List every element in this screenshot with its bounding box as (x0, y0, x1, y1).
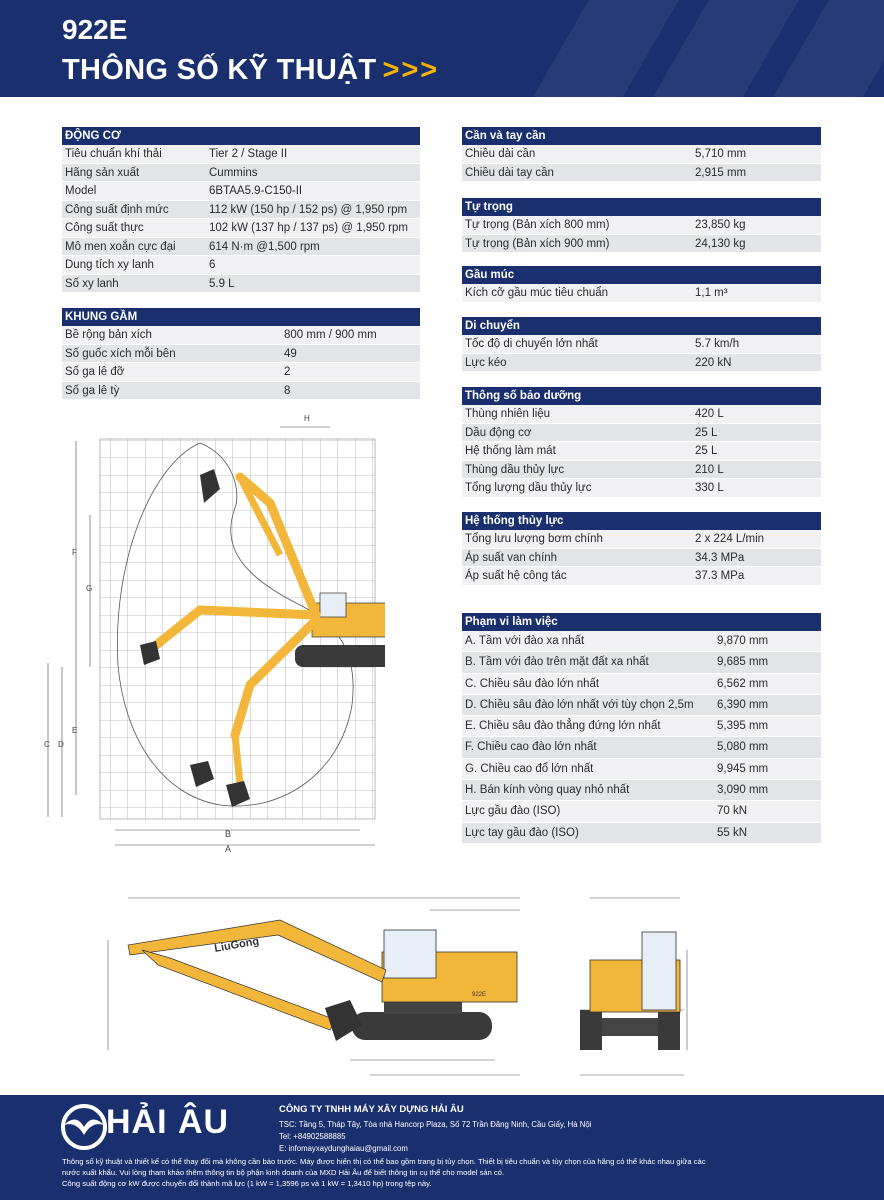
spec-label: Lực gầu đào (ISO) (465, 805, 561, 818)
excavator-side-view (100, 890, 525, 1085)
spec-label: Công suất định mức (65, 203, 169, 216)
spec-value: 55 kN (717, 826, 748, 839)
spec-value: 37.3 MPa (695, 570, 745, 582)
spec-label: Model (65, 185, 97, 197)
working-range-row (462, 716, 821, 737)
hydraulic-title: Hệ thống thủy lực (462, 512, 821, 530)
spec-label: Hệ thống làm mát (465, 445, 556, 457)
cab (320, 593, 346, 617)
undercarriage-row (62, 326, 420, 345)
spec-value: Cummins (209, 166, 258, 179)
spec-label: A. Tầm với đào xa nhất (465, 635, 585, 647)
spec-label: Áp suất hệ công tác (465, 570, 567, 582)
engine-row (62, 164, 420, 183)
spec-value: 6 (209, 259, 216, 271)
engine-title: ĐỘNG CƠ (62, 127, 420, 145)
spec-value: 800 mm / 900 mm (284, 329, 377, 341)
spec-label: Chiều dài cần (465, 148, 536, 160)
spec-label: Tiêu chuẩn khí thải (65, 148, 162, 160)
working-range-diagram (40, 405, 385, 865)
undercarriage-table (62, 308, 420, 400)
spec-label: D. Chiều sâu đào lớn nhất với tùy chọn 2,5m (465, 698, 694, 711)
working-range-row (462, 823, 821, 844)
working-range-row (462, 652, 821, 673)
dim-label-e: E (72, 726, 78, 735)
spec-label: Dầu động cơ (465, 426, 532, 439)
spec-value: 210 L (695, 463, 724, 476)
engine-row (62, 219, 420, 238)
engine-row (62, 256, 420, 275)
spec-label: Lực kéo (465, 356, 507, 369)
engine-table (62, 127, 420, 293)
spec-value: 2,915 mm (695, 166, 747, 179)
spec-label: Thùng nhiên liệu (465, 408, 551, 420)
spec-label: Số guốc xích mỗi bên (65, 347, 176, 360)
engine-row (62, 201, 420, 220)
front-track-left (580, 1010, 602, 1050)
spec-label: H. Bán kính vòng quay nhỏ nhất (465, 784, 630, 797)
model-decal: 922E (472, 992, 487, 998)
service-row (462, 479, 821, 498)
travel-row (462, 335, 821, 354)
company-phone: Tel: +84902588885 (279, 1132, 346, 1141)
front-undercarriage (602, 1018, 658, 1036)
disclaimer-line-2: nước xuất khẩu. Vui lòng tham khảo thêm thông tin bộ phận kinh doanh của MXD Hải Âu để biết thông tin cụ thể cho model sản có. (62, 1168, 505, 1177)
spec-value: 24,130 kg (695, 237, 746, 250)
spec-value: 330 L (695, 482, 724, 494)
spec-value: 5,710 mm (695, 148, 747, 160)
spec-value: 5.7 km/h (695, 338, 740, 350)
spec-label: Số ga lê tỳ (65, 384, 120, 397)
spec-label: Thùng dầu thủy lực (465, 463, 565, 476)
spec-value: 34.3 MPa (695, 551, 745, 564)
excavator-front-view (572, 890, 692, 1085)
spec-label: Tự trọng (Bản xích 800 mm) (465, 219, 610, 231)
travel-row (462, 354, 821, 373)
spec-value: 112 kW (150 hp / 152 ps) @ 1,950 rpm (209, 203, 408, 216)
dim-label-d: D (58, 740, 64, 749)
spec-value: 5.9 L (209, 277, 235, 290)
spec-value: 420 L (695, 408, 724, 420)
track (295, 645, 385, 667)
undercarriage-row (62, 382, 420, 401)
hydraulic-row (462, 549, 821, 568)
travel-title: Di chuyển (462, 317, 821, 335)
working-range-row (462, 801, 821, 822)
boom-row (462, 145, 821, 164)
side-arm (142, 950, 336, 1030)
spec-label: Áp suất van chính (465, 551, 558, 564)
service-row (462, 405, 821, 424)
engine-row (62, 275, 420, 294)
spec-value: 9,685 mm (717, 656, 769, 669)
working-range-row (462, 695, 821, 716)
bucket-row (462, 284, 821, 303)
spec-value: 70 kN (717, 805, 748, 818)
hydraulic-row (462, 567, 821, 586)
brand-decal: LiuGong (213, 935, 261, 955)
engine-row (62, 145, 420, 164)
spec-label: Chiều dài tay cần (465, 166, 554, 179)
spec-label: Dung tích xy lanh (65, 259, 154, 271)
bucket-title: Gầu múc (462, 266, 821, 284)
side-undercarriage (384, 1002, 462, 1014)
page-footer (0, 1095, 884, 1200)
spec-label: Số ga lê đỡ (65, 366, 125, 378)
working-range-row (462, 737, 821, 758)
spec-value: Tier 2 / Stage II (209, 148, 288, 160)
company-email: E: infomayxaydunghaiau@gmail.com (279, 1144, 408, 1153)
spec-value: 6BTAA5.9-C150-II (209, 185, 303, 197)
working-range-title: Phạm vi làm việc (462, 613, 821, 631)
front-cab (642, 932, 676, 1010)
working-range-row (462, 631, 821, 652)
spec-label: C. Chiều sâu đào lớn nhất (465, 677, 600, 690)
spec-value: 3,090 mm (717, 784, 769, 797)
seagull-logo-icon (60, 1101, 108, 1155)
spec-label: G. Chiều cao đổ lớn nhất (465, 762, 594, 775)
spec-value: 9,870 mm (717, 635, 769, 647)
side-track (352, 1012, 492, 1040)
spec-label: Kích cỡ gầu múc tiêu chuẩn (465, 287, 609, 299)
working-range-table (462, 613, 821, 844)
working-range-row (462, 674, 821, 695)
side-boom (128, 920, 386, 982)
chevron-icon: >>> (382, 54, 440, 86)
spec-value: 102 kW (137 hp / 137 ps) @ 1,950 rpm (209, 222, 408, 234)
travel-table (462, 317, 821, 372)
spec-value: 2 (284, 366, 291, 378)
spec-label: Số xy lanh (65, 277, 119, 290)
spec-label: Tốc độ di chuyển lớn nhất (465, 338, 598, 350)
hydraulic-table (462, 512, 821, 586)
dim-label-a: A (225, 844, 232, 854)
disclaimer-line-3: Công suất động cơ kW được chuyển đổi thành mã lực (1 kW = 1,3596 ps và 1 kW = 1,3410 hp) trong tệp này. (62, 1179, 432, 1188)
service-row (462, 461, 821, 480)
spec-value: 5,395 mm (717, 720, 769, 733)
spec-label: Công suất thực (65, 222, 144, 234)
spec-value: 6,562 mm (717, 677, 769, 690)
spec-value: 23,850 kg (695, 219, 746, 231)
dim-label-f: F (72, 548, 77, 557)
undercarriage-row (62, 345, 420, 364)
hydraulic-row (462, 530, 821, 549)
spec-label: Tổng lượng dầu thủy lực (465, 482, 592, 494)
spec-label: Mô men xoắn cực đại (65, 240, 176, 253)
boom-row (462, 164, 821, 183)
spec-value: 1,1 m³ (695, 287, 728, 299)
service-row (462, 424, 821, 443)
spec-value: 9,945 mm (717, 762, 769, 775)
spec-label: F. Chiều cao đào lớn nhất (465, 741, 597, 754)
spec-value: 25 L (695, 445, 718, 457)
boom-title: Cần và tay cần (462, 127, 821, 145)
spec-value: 25 L (695, 426, 718, 439)
spec-value: 5,080 mm (717, 741, 769, 754)
spec-label: B. Tầm với đào trên mặt đất xa nhất (465, 656, 649, 669)
undercarriage-row (62, 363, 420, 382)
service-row (462, 442, 821, 461)
page-title-text: THÔNG SỐ KỸ THUẬT (62, 54, 377, 86)
working-range-row (462, 780, 821, 801)
company-address: TSC: Tầng 5, Tháp Tây, Tòa nhà Hancorp Plaza, Số 72 Trần Đăng Ninh, Cầu Giấy, Hà Nội (279, 1120, 592, 1129)
spec-label: Hãng sản xuất (65, 166, 140, 179)
company-logo-text: HẢI ÂU (106, 1103, 230, 1141)
weight-row (462, 235, 821, 254)
spec-value: 49 (284, 347, 297, 360)
model-name: 922E (62, 14, 128, 45)
spec-label: Tự trọng (Bản xích 900 mm) (465, 237, 610, 250)
dim-label-g: G (86, 584, 93, 593)
dim-label-h: H (304, 414, 310, 423)
spec-label: Tổng lưu lượng bơm chính (465, 533, 603, 545)
page-title (62, 54, 439, 87)
page-header (0, 0, 884, 97)
spec-label: Lực tay gầu đào (ISO) (465, 826, 579, 839)
service-table (462, 387, 821, 498)
engine-row (62, 182, 420, 201)
weight-table (462, 198, 821, 253)
dim-label-c: C (44, 740, 50, 749)
spec-value: 2 x 224 L/min (695, 533, 765, 545)
spec-value: 614 N·m @1,500 rpm (209, 240, 320, 253)
spec-label: Bề rộng bản xích (65, 329, 152, 341)
side-cab (384, 930, 436, 978)
front-track-right (658, 1010, 680, 1050)
arm-low (235, 735, 240, 785)
working-range-row (462, 759, 821, 780)
spec-value: 6,390 mm (717, 698, 769, 711)
boom-table (462, 127, 821, 182)
spec-label: E. Chiều sâu đào thẳng đứng lớn nhất (465, 720, 661, 733)
dim-label-b: B (225, 829, 232, 839)
weight-title: Tự trọng (462, 198, 821, 216)
engine-row (62, 238, 420, 257)
spec-value: 8 (284, 384, 291, 397)
service-title: Thông số bảo dưỡng (462, 387, 821, 405)
spec-value: 220 kN (695, 356, 732, 369)
bucket-table (462, 266, 821, 303)
undercarriage-title: KHUNG GẦM (62, 308, 420, 326)
company-name: CÔNG TY TNHH MÁY XÂY DỰNG HẢI ÂU (279, 1104, 464, 1115)
disclaimer-line-1: Thông số kỹ thuật và thiết kế có thể thay đổi mà không cần báo trước. Máy được hiển thị có thể bao gồm trang bị tùy chọn. Thiết bị tiêu chuẩn và tùy chọn của hãng có thể khác nhau giữa các (62, 1157, 706, 1166)
weight-row (462, 216, 821, 235)
